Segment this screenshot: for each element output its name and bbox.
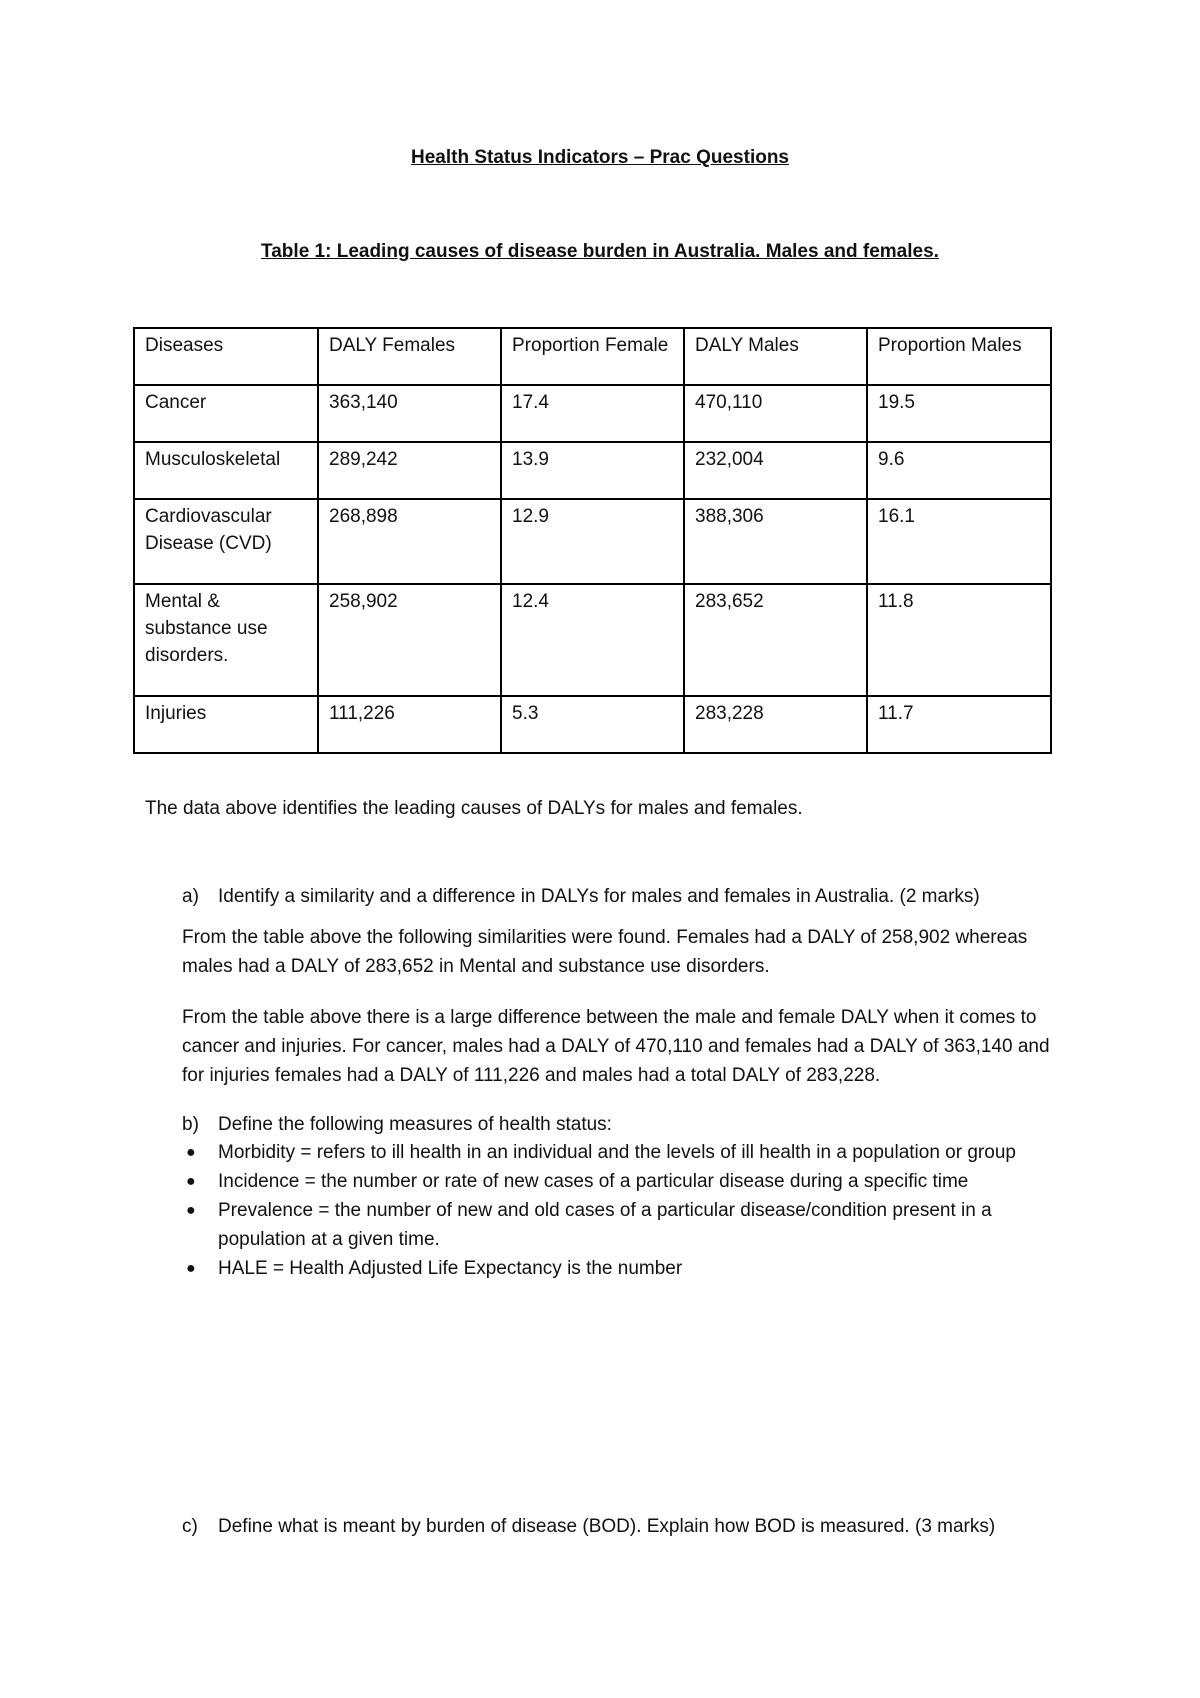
- list-item: [182, 1167, 1062, 1196]
- intro-paragraph: The data above identifies the leading causes of DALYs for males and females.: [145, 798, 803, 819]
- table-cell: 16.1: [867, 499, 1051, 584]
- table-cell: Musculoskeletal: [134, 442, 318, 499]
- table-cell: 11.8: [867, 584, 1051, 696]
- answer-a-similarity: From the table above the following similarities were found. Females had a DALY of 258,902 whereas males had a DALY of 283,652 in Mental and substance use disorders.: [182, 927, 1028, 977]
- question-c-text: Define what is meant by burden of disease (BOD). Explain how BOD is measured. (3 marks): [218, 1516, 996, 1537]
- table-header-cell: Diseases: [134, 328, 318, 385]
- table-cell: 12.9: [501, 499, 684, 584]
- definition-text: HALE = Health Adjusted Life Expectancy is the number: [218, 1258, 683, 1279]
- question-a: [182, 882, 980, 911]
- table-row: [134, 442, 1051, 499]
- table-cell: 111,226: [318, 696, 501, 753]
- table-cell: 470,110: [684, 385, 867, 442]
- question-b-label: b): [182, 1114, 199, 1135]
- question-c-label: c): [182, 1516, 198, 1537]
- table-cell: 289,242: [318, 442, 501, 499]
- bullet-icon: ●: [186, 1144, 196, 1161]
- definition-text: Morbidity = refers to ill health in an individual and the levels of ill health in a population or group: [218, 1142, 1016, 1163]
- question-a-label: a): [182, 886, 199, 907]
- table-cell: 232,004: [684, 442, 867, 499]
- table-cell: 283,228: [684, 696, 867, 753]
- table-cell: 5.3: [501, 696, 684, 753]
- table-header-cell: DALY Males: [684, 328, 867, 385]
- list-item: [182, 1138, 1062, 1167]
- disease-burden-table: [133, 327, 1052, 754]
- definition-text: Incidence = the number or rate of new cases of a particular disease during a specific time: [218, 1171, 969, 1192]
- table-header-cell: Proportion Males: [867, 328, 1051, 385]
- question-b-text: Define the following measures of health status:: [218, 1114, 612, 1135]
- table-cell: 11.7: [867, 696, 1051, 753]
- definitions-list: [182, 1138, 1062, 1283]
- table-cell: Mental & substance use disorders.: [134, 584, 318, 696]
- table-cell: 17.4: [501, 385, 684, 442]
- table-cell: 13.9: [501, 442, 684, 499]
- list-item: [182, 1196, 1062, 1254]
- answer-a-difference: From the table above there is a large difference between the male and female DALY when it comes to cancer and injuries. For cancer, males had a DALY of 470,110 and females had a DALY of 363,140 and for injuries females had a DALY of 111,226 and males had a total DALY of 283,228.: [182, 1007, 1050, 1086]
- table-header-row: [134, 328, 1051, 385]
- table-cell: Cancer: [134, 385, 318, 442]
- table-cell: Injuries: [134, 696, 318, 753]
- table-row: [134, 696, 1051, 753]
- table-row: [134, 584, 1051, 696]
- question-a-text: Identify a similarity and a difference in DALYs for males and females in Australia. (2 marks): [218, 886, 980, 907]
- table-cell: 268,898: [318, 499, 501, 584]
- table-cell: 19.5: [867, 385, 1051, 442]
- table-cell: 258,902: [318, 584, 501, 696]
- table-cell: Cardiovascular Disease (CVD): [134, 499, 318, 584]
- bullet-icon: ●: [186, 1260, 196, 1277]
- table-cell: 363,140: [318, 385, 501, 442]
- question-b: [182, 1110, 612, 1139]
- definition-text: Prevalence = the number of new and old cases of a particular disease/condition present in a population at a given time.: [218, 1200, 992, 1250]
- table-caption: Table 1: Leading causes of disease burden in Australia. Males and females.: [261, 241, 939, 262]
- list-item: [182, 1254, 1062, 1283]
- document-title: Health Status Indicators – Prac Questions: [411, 147, 789, 168]
- table-cell: 388,306: [684, 499, 867, 584]
- bullet-icon: ●: [186, 1173, 196, 1190]
- table-header-cell: Proportion Female: [501, 328, 684, 385]
- table-header-cell: DALY Females: [318, 328, 501, 385]
- table-cell: 283,652: [684, 584, 867, 696]
- table-cell: 9.6: [867, 442, 1051, 499]
- table-row: [134, 499, 1051, 584]
- bullet-icon: ●: [186, 1202, 196, 1219]
- table-cell: 12.4: [501, 584, 684, 696]
- table-row: [134, 385, 1051, 442]
- question-c: [182, 1512, 995, 1541]
